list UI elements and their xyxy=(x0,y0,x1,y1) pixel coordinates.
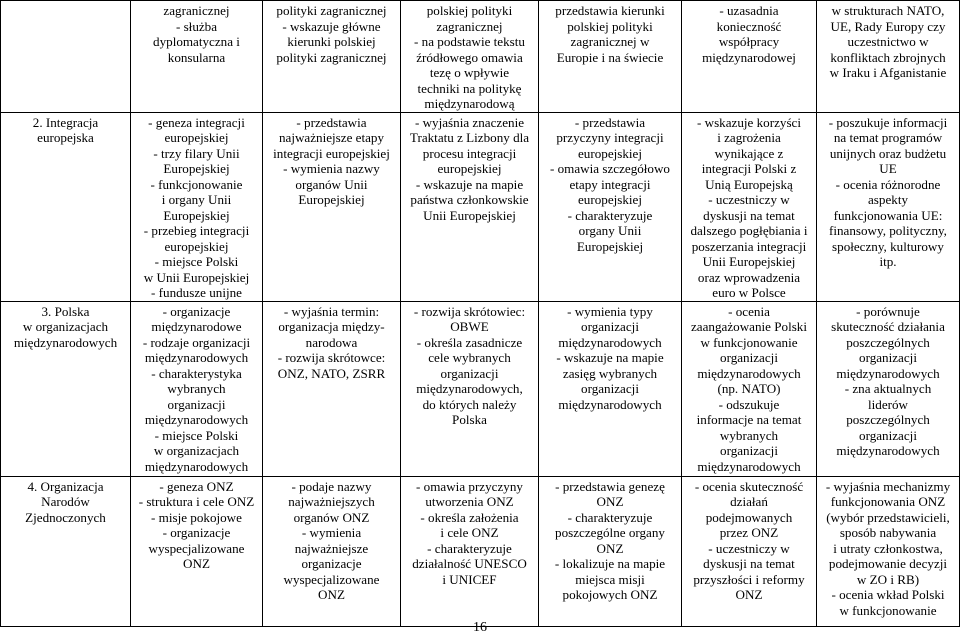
requirement-cell: - ocenia skuteczność działań podejmowanych przez ONZ - uczestniczy w dyskusji na temat przyszłości i reformy ONZ xyxy=(682,476,817,626)
topic-cell xyxy=(1,1,131,113)
content-cell: zagranicznej - służba dyplomatyczna i konsularna xyxy=(131,1,263,113)
requirement-cell: - wyjaśnia termin: organizacja między- narodowa - rozwija skrótowce: ONZ, NATO, ZSRR xyxy=(263,301,401,476)
table-row xyxy=(1,1,960,113)
table-row xyxy=(1,476,960,626)
content-cell: - geneza integracji europejskiej - trzy filary Unii Europejskiej - funkcjonowanie i organy Unii Europejskiej - przebieg integracji europejskiej - miejsce Polski w Unii Europejskiej - fundusze unijne xyxy=(131,112,263,301)
requirement-cell: - podaje nazwy najważniejszych organów ONZ - wymienia najważniejsze organizacje wyspecjalizowane ONZ xyxy=(263,476,401,626)
requirement-cell: - przedstawia przyczyny integracji europejskiej - omawia szczegółowo etapy integracji europejskiej - charakteryzuje organy Unii Europejskiej xyxy=(539,112,682,301)
topic-cell: 3. Polska w organizacjach międzynarodowych xyxy=(1,301,131,476)
requirement-cell: - poszukuje informacji na temat programów unijnych oraz budżetu UE - ocenia różnorodne aspekty funkcjonowania UE: finansowy, polityczny, społeczny, kulturowy itp. xyxy=(817,112,960,301)
topic-cell: 4. Organizacja Narodów Zjednoczonych xyxy=(1,476,131,626)
requirement-cell: - wymienia typy organizacji międzynarodowych - wskazuje na mapie zasięg wybranych organizacji międzynarodowych xyxy=(539,301,682,476)
requirement-cell: polityki zagranicznej - wskazuje główne kierunki polskiej polityki zagranicznej xyxy=(263,1,401,113)
requirement-cell: polskiej polityki zagranicznej - na podstawie tekstu źródłowego omawia tezę o wpływie techniki na politykę międzynarodową xyxy=(401,1,539,113)
requirement-cell: - ocenia zaangażowanie Polski w funkcjonowanie organizacji międzynarodowych (np. NATO) - odszukuje informacje na temat wybranych organizacji międzynarodowych xyxy=(682,301,817,476)
requirement-cell: - przedstawia najważniejsze etapy integracji europejskiej - wymienia nazwy organów Unii Europejskiej xyxy=(263,112,401,301)
content-cell: - organizacje międzynarodowe - rodzaje organizacji międzynarodowych - charakterystyka wybranych organizacji międzynarodowych - miejsce Polski w organizacjach międzynarodowych xyxy=(131,301,263,476)
requirement-cell: - porównuje skuteczność działania poszczególnych organizacji międzynarodowych - zna aktualnych liderów poszczególnych organizacji międzynarodowych xyxy=(817,301,960,476)
requirement-cell: - wyjaśnia znaczenie Traktatu z Lizbony dla procesu integracji europejskiej - wskazuje na mapie państwa członkowskie Unii Europejskiej xyxy=(401,112,539,301)
requirement-cell: - wyjaśnia mechanizmy funkcjonowania ONZ (wybór przedstawicieli, sposób nabywania i utraty członkostwa, podejmowanie decyzji w ZO i RB) - ocenia wkład Polski w funkcjonowanie xyxy=(817,476,960,626)
table-row xyxy=(1,112,960,301)
page-number: 16 xyxy=(473,620,487,635)
content-cell: - geneza ONZ - struktura i cele ONZ - misje pokojowe - organizacje wyspecjalizowane ONZ xyxy=(131,476,263,626)
table-row xyxy=(1,301,960,476)
requirement-cell: - przedstawia genezę ONZ - charakteryzuje poszczególne organy ONZ - lokalizuje na mapie miejsca misji pokojowych ONZ xyxy=(539,476,682,626)
requirement-cell: - wskazuje korzyści i zagrożenia wynikające z integracji Polski z Unią Europejską - uczestniczy w dyskusji na temat dalszego pogłębiania i poszerzania integracji Unii Europejskiej oraz wprowadzenia euro w Polsce xyxy=(682,112,817,301)
requirement-cell: - uzasadnia konieczność współpracy międzynarodowej xyxy=(682,1,817,113)
requirement-cell: - rozwija skrótowiec: OBWE - określa zasadnicze cele wybranych organizacji międzynarodowych, do których należy Polska xyxy=(401,301,539,476)
requirement-cell: w strukturach NATO, UE, Rady Europy czy uczestnictwo w konfliktach zbrojnych w Iraku i Afganistanie xyxy=(817,1,960,113)
requirement-cell: przedstawia kierunki polskiej polityki zagranicznej w Europie i na świecie xyxy=(539,1,682,113)
topic-cell: 2. Integracja europejska xyxy=(1,112,131,301)
requirement-cell: - omawia przyczyny utworzenia ONZ - określa założenia i cele ONZ - charakteryzuje działalność UNESCO i UNICEF xyxy=(401,476,539,626)
